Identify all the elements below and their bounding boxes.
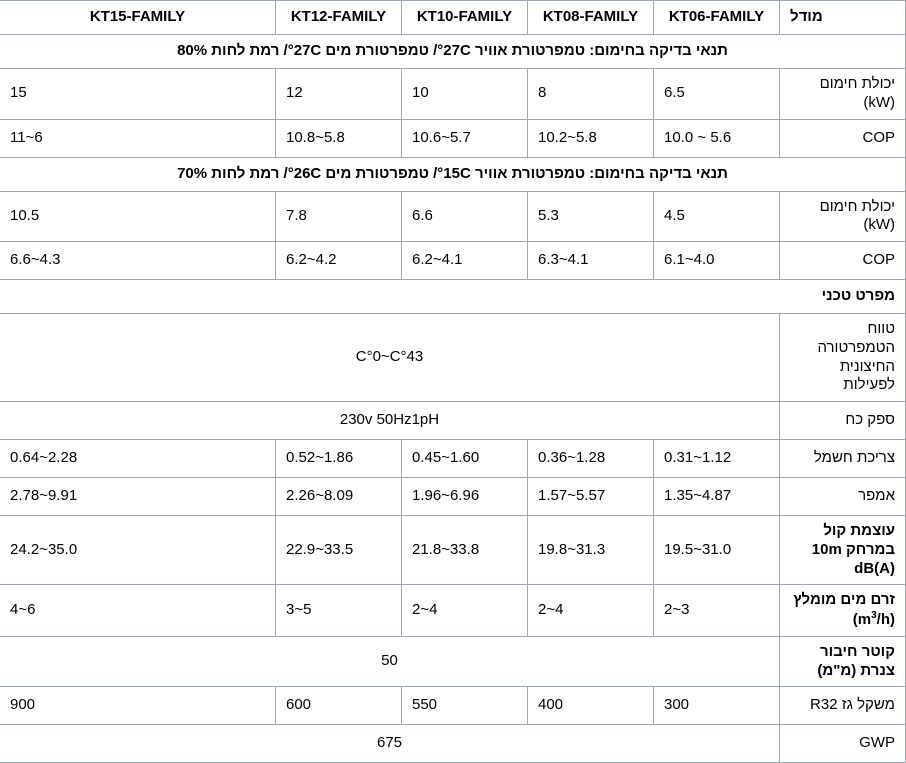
row-value-1: 31.3~19.8 (528, 516, 654, 585)
row-label: קוטר חיבור צנרת (מ"מ) (780, 636, 906, 687)
row-value-0: 5.6 ~ 10.0 (654, 119, 780, 157)
row-value-2: 4~2 (402, 585, 528, 637)
table-row (0, 636, 906, 687)
row-value-4: 6~4 (0, 585, 276, 637)
section-header-row (0, 35, 906, 69)
header-label-model: מודל (780, 1, 906, 35)
table-row (0, 314, 906, 402)
row-value-2: 6.96~1.96 (402, 478, 528, 516)
row-value-4: 9.91~2.78 (0, 478, 276, 516)
row-value-0: 4.87~1.35 (654, 478, 780, 516)
row-value-2: 10 (402, 69, 528, 120)
row-value-3: 33.5~22.9 (276, 516, 402, 585)
row-value-2: 550 (402, 687, 528, 725)
section-header-row (0, 157, 906, 191)
row-label: יכולת חימום (kW) (780, 191, 906, 242)
row-value-2: 4.1~6.2 (402, 242, 528, 280)
row-label: COP (780, 119, 906, 157)
table-row (0, 69, 906, 120)
row-value-2: 1.60~0.45 (402, 440, 528, 478)
row-value-1: 4~2 (528, 585, 654, 637)
row-merged-value: C°0~C°43 (0, 314, 780, 402)
row-label: טווח הטמפרטורה החיצונית לפעילות (780, 314, 906, 402)
table-header-row (0, 1, 906, 35)
row-value-4: 35.0~24.2 (0, 516, 276, 585)
table-row (0, 191, 906, 242)
section-title-1: תנאי בדיקה בחימום: טמפרטורת אוויר 15C°/ טמפרטורת מים 26C°/ רמת לחות 70% (0, 157, 906, 191)
row-value-4: 4.3~6.6 (0, 242, 276, 280)
row-value-0: 1.12~0.31 (654, 440, 780, 478)
header-model-4: KT15-FAMILY (0, 1, 276, 35)
row-value-3: 8.09~2.26 (276, 478, 402, 516)
header-model-3: KT12-FAMILY (276, 1, 402, 35)
row-value-0: 300 (654, 687, 780, 725)
row-merged-value: 230v 50Hz1pH (0, 402, 780, 440)
row-value-3: 1.86~0.52 (276, 440, 402, 478)
table-row (0, 242, 906, 280)
row-value-1: 4.1~6.3 (528, 242, 654, 280)
row-value-4: 900 (0, 687, 276, 725)
row-value-3: 12 (276, 69, 402, 120)
row-value-4: 6~11 (0, 119, 276, 157)
row-label: אמפר (780, 478, 906, 516)
row-value-0: 31.0~19.5 (654, 516, 780, 585)
row-value-3: 4.2~6.2 (276, 242, 402, 280)
row-value-0: 4.5 (654, 191, 780, 242)
row-value-3: 5.8~10.8 (276, 119, 402, 157)
section-title-2: מפרט טכני (0, 280, 906, 314)
row-value-3: 7.8 (276, 191, 402, 242)
header-model-2: KT10-FAMILY (402, 1, 528, 35)
row-value-4: 15 (0, 69, 276, 120)
header-model-0: KT06-FAMILY (654, 1, 780, 35)
row-value-0: 4.0~6.1 (654, 242, 780, 280)
row-value-1: 8 (528, 69, 654, 120)
row-value-2: 5.7~10.6 (402, 119, 528, 157)
table-body (0, 1, 906, 763)
row-value-1: 5.3 (528, 191, 654, 242)
table-row (0, 119, 906, 157)
row-value-1: 5.57~1.57 (528, 478, 654, 516)
row-label: יכולת חימום (kW) (780, 69, 906, 120)
table-row (0, 516, 906, 585)
row-value-0: 3~2 (654, 585, 780, 637)
row-value-3: 5~3 (276, 585, 402, 637)
table-row (0, 687, 906, 725)
row-value-3: 600 (276, 687, 402, 725)
header-model-1: KT08-FAMILY (528, 1, 654, 35)
section-title-0: תנאי בדיקה בחימום: טמפרטורת אוויר 27C°/ טמפרטורת מים 27C°/ רמת לחות 80% (0, 35, 906, 69)
row-value-1: 1.28~0.36 (528, 440, 654, 478)
row-value-1: 5.8~10.2 (528, 119, 654, 157)
row-label: COP (780, 242, 906, 280)
row-value-4: 2.28~0.64 (0, 440, 276, 478)
row-label: עוצמת קול במרחק 10m dB(A) (780, 516, 906, 585)
row-merged-value: 50 (0, 636, 780, 687)
row-label: צריכת חשמל (780, 440, 906, 478)
row-value-0: 6.5 (654, 69, 780, 120)
row-value-4: 10.5 (0, 191, 276, 242)
row-value-1: 400 (528, 687, 654, 725)
section-header-row (0, 280, 906, 314)
row-merged-value: 675 (0, 725, 780, 763)
table-row (0, 402, 906, 440)
table-row (0, 478, 906, 516)
row-value-2: 6.6 (402, 191, 528, 242)
row-label: זרם מים מומלץ $(m^3/h)$ (780, 585, 906, 637)
table-row (0, 725, 906, 763)
row-label: GWP (780, 725, 906, 763)
row-label: ספק כח (780, 402, 906, 440)
table-row (0, 440, 906, 478)
row-value-2: 33.8~21.8 (402, 516, 528, 585)
table-row (0, 585, 906, 637)
row-label: משקל גז R32 (780, 687, 906, 725)
